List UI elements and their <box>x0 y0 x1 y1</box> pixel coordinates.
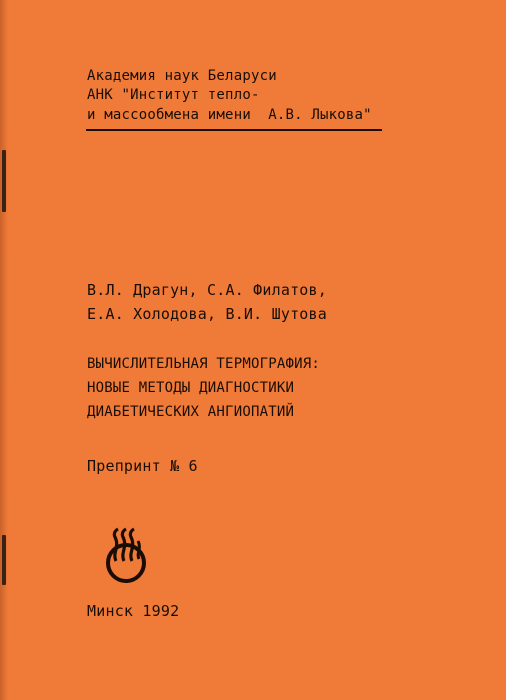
title-line-3: ДИАБЕТИЧЕСКИХ АНГИОПАТИЙ <box>87 404 295 420</box>
authors-line-1: В.Л. Драгун, С.А. Филатов, <box>87 281 327 299</box>
title-line-1: ВЫЧИСЛИТЕЛЬНАЯ ТЕРМОГРАФИЯ: <box>87 356 320 372</box>
preprint-number: Препринт № 6 <box>87 457 198 475</box>
staple-bottom <box>2 535 6 585</box>
title-line-2: НОВЫЕ МЕТОДЫ ДИАГНОСТИКИ <box>87 380 295 396</box>
imprint-city-year: Минск 1992 <box>87 602 180 620</box>
institution-line-1: Академия наук Беларуси <box>87 68 277 84</box>
institute-logo-icon <box>100 527 152 583</box>
spine-shade <box>0 0 8 700</box>
header-rule <box>86 129 382 131</box>
institution-line-2: АНК "Институт тепло- <box>87 87 260 103</box>
institution-line-3: и массообмена имени А.В. Лыкова" <box>87 107 372 123</box>
authors-line-2: Е.А. Холодова, В.И. Шутова <box>87 305 327 323</box>
staple-top <box>2 150 6 212</box>
